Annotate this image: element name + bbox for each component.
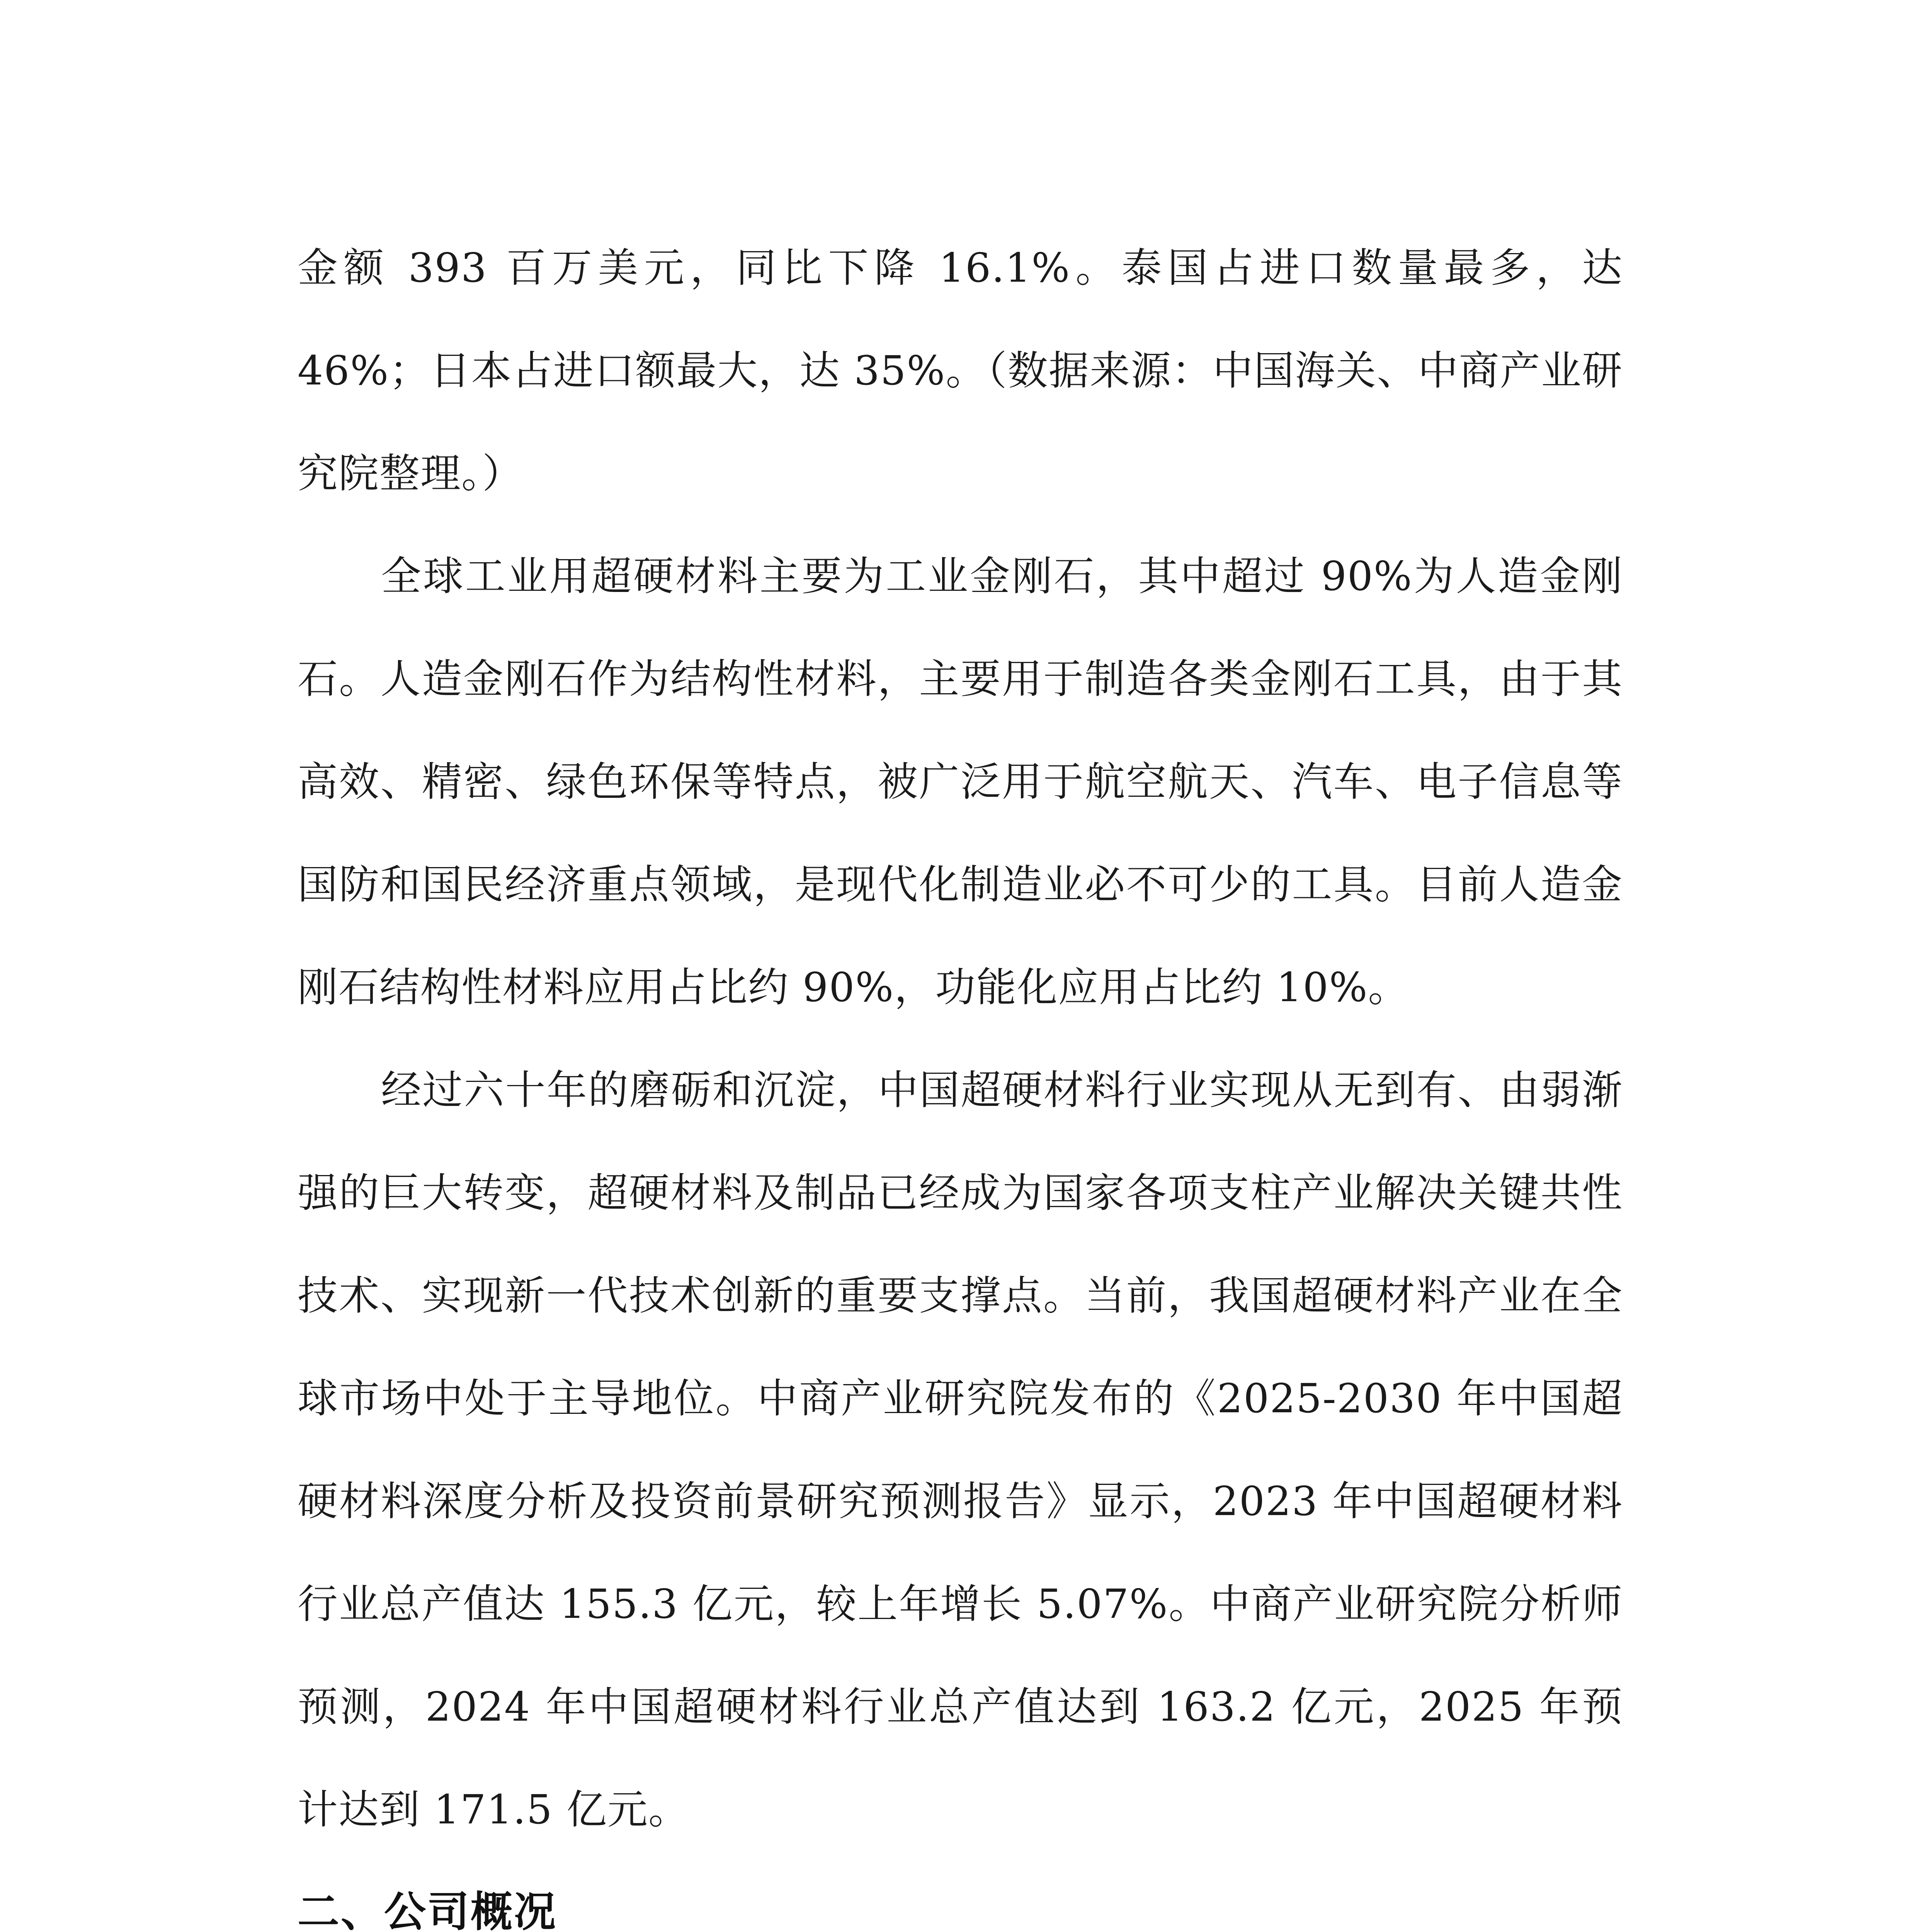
section-heading-company-overview: 二、公司概况 <box>298 1888 558 1932</box>
document-body <box>298 216 1623 1932</box>
paragraph-continued-trade-data: 金额 393 百万美元，同比下降 16.1%。泰国占进口数量最多，达 46%；日本占进口额最大，达 35%。（数据来源：中国海关、中商产业研究院整理。） <box>298 244 1623 497</box>
paragraph-industrial-diamond: 全球工业用超硬材料主要为工业金刚石，其中超过 90%为人造金刚石。人造金刚石作为结构性材料，主要用于制造各类金刚石工具，由于其高效、精密、绿色环保等特点，被广泛用于航空航天、汽车、电子信息等国防和国民经济重点领域，是现代化制造业必不可少的工具。目前人造金刚石结构性材料应用占比约 90%，功能化应用占比约 10%。 <box>298 553 1623 1011</box>
paragraph-china-industry-output: 经过六十年的磨砺和沉淀，中国超硬材料行业实现从无到有、由弱渐强的巨大转变，超硬材料及制品已经成为国家各项支柱产业解决关键共性技术、实现新一代技术创新的重要支撑点。当前，我国超硬材料产业在全球市场中处于主导地位。中商产业研究院发布的《2025-2030 年中国超硬材料深度分析及投资前景研究预测报告》显示，2023 年中国超硬材料行业总产值达 155.3 亿元，较上年增长 5.07%。中商产业研究院分析师预测，2024 年中国超硬材料行业总产值达到 163.2 亿元，2025 年预计达到 171.5 亿元。 <box>298 1066 1623 1833</box>
